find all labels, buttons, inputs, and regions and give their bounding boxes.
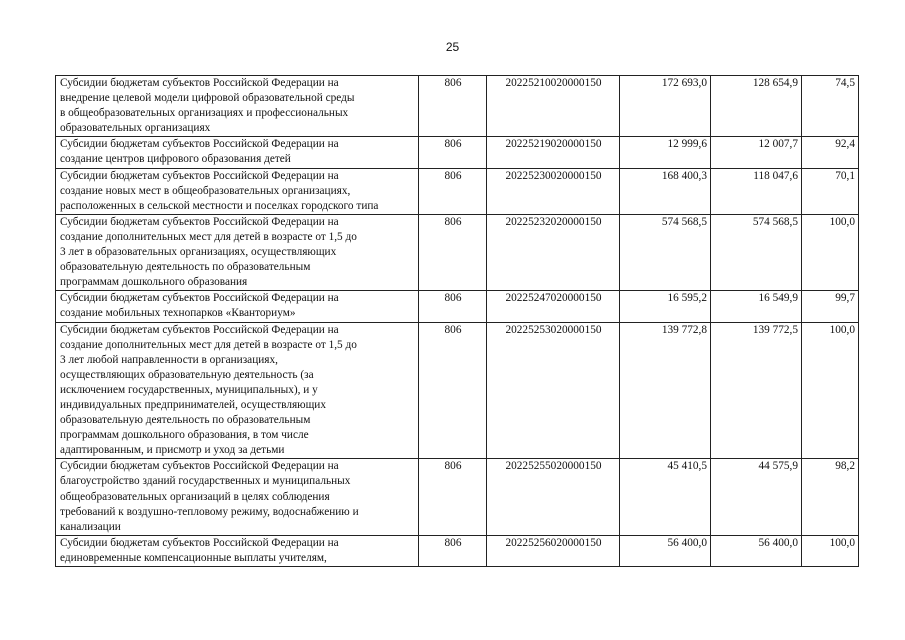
page-number: 25 <box>445 40 460 54</box>
cell-subsidy-name <box>56 76 419 137</box>
subsidy-name-line: осуществляющих образовательную деятельность (за <box>60 368 314 381</box>
table-row <box>56 76 859 137</box>
subsidy-name-line: образовательную деятельность по образовательным <box>60 261 311 274</box>
subsidy-name-line: создание дополнительных мест для детей в возрасте от 1,5 до <box>60 230 357 243</box>
subsidy-name-line: Субсидии бюджетам субъектов Российской Федерации на <box>60 215 339 228</box>
subsidy-name-line: канализации <box>60 520 121 533</box>
subsidy-name-line: программам дошкольного образования <box>60 276 248 289</box>
cell-actual-amount: 574 568,5 <box>711 214 802 290</box>
cell-actual-amount: 128 654,9 <box>711 76 802 137</box>
subsidy-name-line: Субсидии бюджетам субъектов Российской Федерации на <box>60 323 339 336</box>
subsidy-name-line: Субсидии бюджетам субъектов Российской Федерации на <box>60 460 339 473</box>
subsidy-name-line: внедрение целевой модели цифровой образовательной среды <box>60 92 355 105</box>
table-row <box>56 168 859 214</box>
subsidy-name-line: образовательных организациях <box>60 122 211 135</box>
subsidy-name-line: Субсидии бюджетам субъектов Российской Федерации на <box>60 292 339 305</box>
cell-execution-percent: 100,0 <box>802 535 859 566</box>
cell-planned-amount: 139 772,8 <box>620 322 711 459</box>
table-row <box>56 137 859 168</box>
subsidy-name-line: Субсидии бюджетам субъектов Российской Федерации на <box>60 138 339 151</box>
table-body <box>56 76 859 567</box>
cell-execution-percent: 92,4 <box>802 137 859 168</box>
cell-admin-code: 806 <box>419 291 487 322</box>
cell-planned-amount: 172 693,0 <box>620 76 711 137</box>
cell-execution-percent: 99,7 <box>802 291 859 322</box>
subsidy-name-line: создание мобильных технопарков «Кванториум» <box>60 307 296 320</box>
cell-admin-code: 806 <box>419 76 487 137</box>
subsidy-name-line: Субсидии бюджетам субъектов Российской Федерации на <box>60 169 339 182</box>
table-row <box>56 214 859 290</box>
subsidy-name-line: исключением государственных, муниципальных), и у <box>60 383 318 396</box>
subsidy-name-line: программам дошкольного образования, в том числе <box>60 429 309 442</box>
cell-planned-amount: 574 568,5 <box>620 214 711 290</box>
cell-budget-code: 20225210020000150 <box>487 76 620 137</box>
cell-execution-percent: 74,5 <box>802 76 859 137</box>
cell-actual-amount: 16 549,9 <box>711 291 802 322</box>
cell-subsidy-name <box>56 168 419 214</box>
cell-admin-code: 806 <box>419 168 487 214</box>
cell-budget-code: 20225247020000150 <box>487 291 620 322</box>
cell-admin-code: 806 <box>419 214 487 290</box>
subsidy-name-line: 3 лет любой направленности в организациях, <box>60 353 278 366</box>
cell-actual-amount: 139 772,5 <box>711 322 802 459</box>
cell-admin-code: 806 <box>419 459 487 535</box>
cell-planned-amount: 12 999,6 <box>620 137 711 168</box>
cell-admin-code: 806 <box>419 535 487 566</box>
cell-planned-amount: 16 595,2 <box>620 291 711 322</box>
cell-subsidy-name <box>56 322 419 459</box>
subsidy-name-line: в общеобразовательных организациях и профессиональных <box>60 107 349 120</box>
cell-subsidy-name <box>56 137 419 168</box>
cell-budget-code: 20225230020000150 <box>487 168 620 214</box>
table-row <box>56 322 859 459</box>
cell-subsidy-name <box>56 459 419 535</box>
table-row <box>56 535 859 566</box>
cell-actual-amount: 44 575,9 <box>711 459 802 535</box>
cell-execution-percent: 100,0 <box>802 214 859 290</box>
cell-admin-code: 806 <box>419 322 487 459</box>
cell-execution-percent: 70,1 <box>802 168 859 214</box>
subsidy-name-line: образовательную деятельность по образовательным <box>60 414 311 427</box>
subsidy-name-line: создание новых мест в общеобразовательных организациях, <box>60 184 351 197</box>
subsidy-name-line: адаптированным, и присмотр и уход за детьми <box>60 444 285 457</box>
subsidy-name-line: благоустройство зданий государственных и муниципальных <box>60 475 351 488</box>
subsidy-name-line: расположенных в сельской местности и поселках городского типа <box>60 199 379 212</box>
cell-subsidy-name <box>56 214 419 290</box>
cell-planned-amount: 56 400,0 <box>620 535 711 566</box>
cell-execution-percent: 98,2 <box>802 459 859 535</box>
cell-budget-code: 20225253020000150 <box>487 322 620 459</box>
cell-execution-percent: 100,0 <box>802 322 859 459</box>
subsidy-name-line: общеобразовательных организаций в целях соблюдения <box>60 490 330 503</box>
subsidy-name-line: создание центров цифрового образования детей <box>60 153 291 166</box>
cell-actual-amount: 118 047,6 <box>711 168 802 214</box>
cell-subsidy-name <box>56 535 419 566</box>
table-row <box>56 459 859 535</box>
cell-planned-amount: 45 410,5 <box>620 459 711 535</box>
subsidy-name-line: индивидуальных предпринимателей, осуществляющих <box>60 398 326 411</box>
subsidies-table <box>55 75 859 567</box>
subsidy-name-line: Субсидии бюджетам субъектов Российской Федерации на <box>60 77 339 89</box>
subsidy-name-line: требований к воздушно-тепловому режиму, водоснабжению и <box>60 505 359 518</box>
cell-actual-amount: 56 400,0 <box>711 535 802 566</box>
cell-actual-amount: 12 007,7 <box>711 137 802 168</box>
cell-planned-amount: 168 400,3 <box>620 168 711 214</box>
cell-subsidy-name <box>56 291 419 322</box>
subsidy-name-line: 3 лет в образовательных организациях, осуществляющих <box>60 246 337 259</box>
subsidy-name-line: создание дополнительных мест для детей в возрасте от 1,5 до <box>60 338 357 351</box>
table-row <box>56 291 859 322</box>
cell-budget-code: 20225219020000150 <box>487 137 620 168</box>
cell-budget-code: 20225232020000150 <box>487 214 620 290</box>
subsidy-name-line: единовременные компенсационные выплаты учителям, <box>60 551 327 564</box>
cell-budget-code: 20225255020000150 <box>487 459 620 535</box>
cell-admin-code: 806 <box>419 137 487 168</box>
cell-budget-code: 20225256020000150 <box>487 535 620 566</box>
subsidy-name-line: Субсидии бюджетам субъектов Российской Федерации на <box>60 536 339 549</box>
